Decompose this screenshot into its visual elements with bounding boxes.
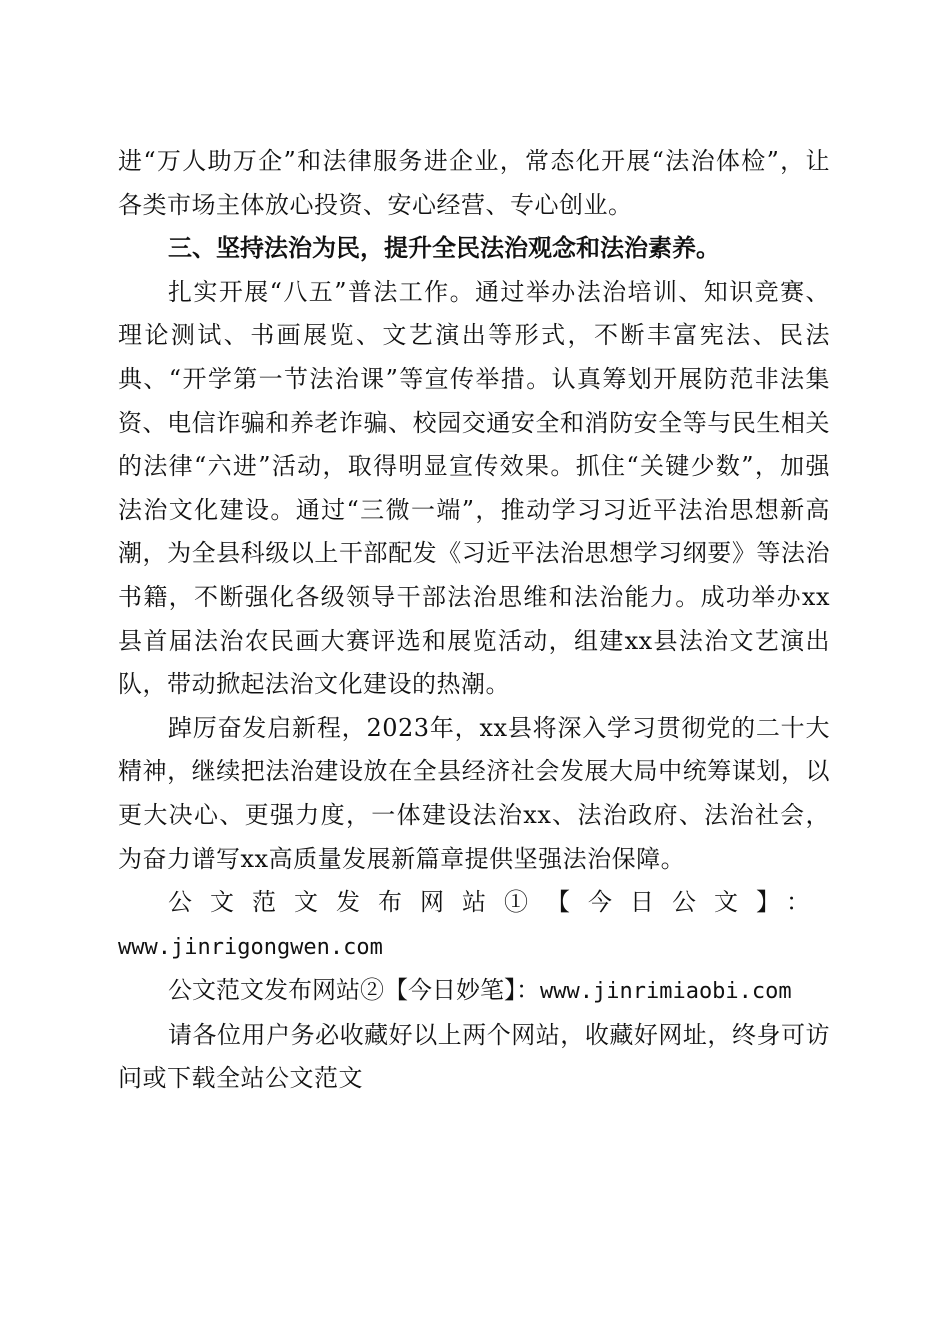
site-2-url[interactable]: www.jinrimiaobi.com — [540, 979, 792, 1005]
site-1-line — [118, 881, 830, 969]
site-1-url[interactable]: www.jinrigongwen.com — [118, 934, 383, 960]
document-body — [118, 140, 830, 1101]
paragraph-intro: 进“万人助万企”和法律服务进企业，常态化开展“法治体检”，让各类市场主体放心投资、安心经营、专心创业。 — [118, 147, 830, 219]
site-2-line — [118, 969, 830, 1014]
paragraph-reminder: 请各位用户务必收藏好以上两个网站，收藏好网址，终身可访问或下载全站公文范文 — [118, 1020, 830, 1093]
site-2-label: 公文范文发布网站②【今日妙笔】： — [168, 976, 540, 1005]
paragraph-pufa: 扎实开展“八五”普法工作。通过举办法治培训、知识竞赛、理论测试、书画展览、文艺演出等形式，不断丰富宪法、民法典、“开学第一节法治课”等宣传举措。认真筹划开展防范非法集资、电信诈骗和养老诈骗、校园交通安全和消防安全等与民生相关的法律“六进”活动，取得明显宣传效果。抓住“关键少数”，加强法治文化建设。通过“三微一端”，推动学习习近平法治思想新高潮，为全县科级以上干部配发《习近平法治思想学习纲要》等法治书籍，不断强化各级领导干部法治思维和法治能力。成功举办xx县首届法治农民画大赛评选和展览活动，组建xx县法治文艺演出队，带动掀起法治文化建设的热潮。 — [118, 277, 830, 699]
paragraph-outlook: 踔厉奋发启新程，2023年，xx县将深入学习贯彻党的二十大精神，继续把法治建设放在全县经济社会发展大局中统筹谋划，以更大决心、更强力度，一体建设法治xx、法治政府、法治社会，为奋力谱写xx高质量发展新篇章提供坚强法治保障。 — [118, 713, 830, 873]
site-1-label: 公文范文发布网站①【今日公文】： — [168, 888, 828, 917]
section-heading-3: 三、坚持法治为民，提升全民法治观念和法治素养。 — [168, 234, 720, 263]
